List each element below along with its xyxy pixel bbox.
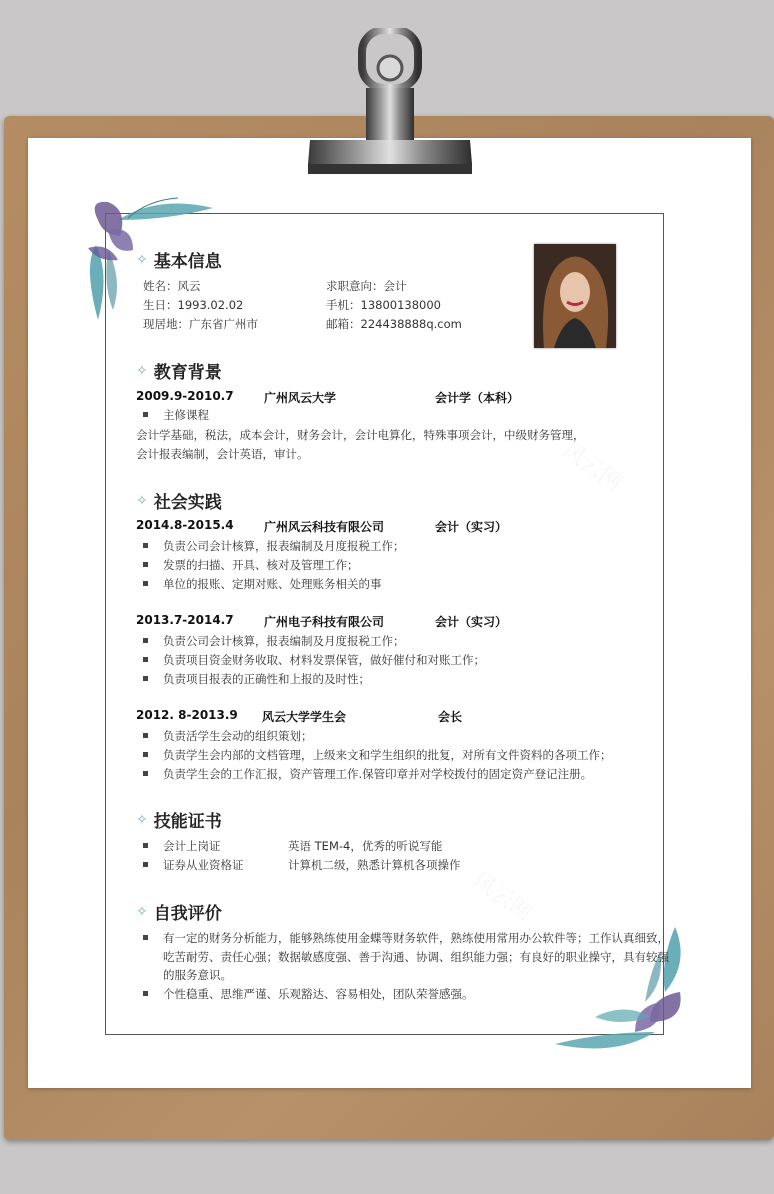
section-label: 自我评价 bbox=[153, 904, 222, 924]
star-icon: ✧ bbox=[136, 251, 148, 268]
section-title-education bbox=[136, 358, 222, 383]
practice-item: 负责学生会内部的文档管理，上级来文和学生组织的批复，对所有文件资料的各项工作； bbox=[163, 748, 612, 762]
bullet-icon bbox=[143, 543, 148, 548]
section-label: 社会实践 bbox=[153, 493, 222, 513]
practice-role: 会长 bbox=[438, 710, 463, 724]
edu-school: 广州风云大学 bbox=[264, 391, 337, 405]
practice-item: 负责公司会计核算，报表编制及月度报税工作； bbox=[163, 539, 405, 553]
practice-org: 广州电子科技有限公司 bbox=[264, 615, 385, 629]
self-eval-line: 个性稳重、思维严谨、乐观豁达、容易相处，团队荣誉感强。 bbox=[163, 987, 474, 1001]
section-title-skills bbox=[136, 807, 222, 832]
section-title-basic bbox=[136, 247, 222, 272]
practice-item: 负责项目资金财务收取、材料发票保管，做好催付和对账工作； bbox=[163, 653, 485, 667]
practice-item: 负责活学生会动的组织策划； bbox=[163, 729, 313, 743]
practice-role: 会计（实习） bbox=[435, 615, 508, 629]
basic-name: 姓名：风云 bbox=[143, 279, 201, 293]
edu-period: 2009.9-2010.7 bbox=[136, 389, 234, 403]
bullet-icon bbox=[143, 638, 148, 643]
bullet-icon bbox=[143, 657, 148, 662]
star-icon: ✧ bbox=[136, 903, 148, 920]
practice-period: 2014.8-2015.4 bbox=[136, 518, 234, 532]
edu-courses-line: 会计报表编制，会计英语，审计。 bbox=[136, 447, 309, 461]
skill-left: 会计上岗证 bbox=[163, 839, 221, 853]
self-eval-line: 吃苦耐劳、责任心强；数据敏感度强、善于沟通、协调、组织能力强；有良好的职业操守，具有较强 bbox=[163, 950, 669, 964]
practice-org: 风云大学学生会 bbox=[262, 710, 347, 724]
basic-phone: 手机：13800138000 bbox=[326, 298, 441, 312]
section-label: 基本信息 bbox=[153, 252, 222, 272]
star-icon: ✧ bbox=[136, 811, 148, 828]
edu-courses-line: 会计学基础，税法，成本会计，财务会计，会计电算化，特殊事项会计，中级财务管理， bbox=[136, 428, 585, 442]
basic-job: 求职意向：会计 bbox=[326, 279, 407, 293]
bullet-icon bbox=[143, 562, 148, 567]
practice-period: 2013.7-2014.7 bbox=[136, 613, 234, 627]
star-icon: ✧ bbox=[136, 492, 148, 509]
section-title-practice bbox=[136, 488, 222, 513]
practice-item: 负责项目报表的正确性和上报的及时性； bbox=[163, 672, 370, 686]
bullet-icon bbox=[143, 733, 148, 738]
practice-org: 广州风云科技有限公司 bbox=[264, 520, 385, 534]
self-eval-line: 有一定的财务分析能力，能够熟练使用金蝶等财务软件，熟练使用常用办公软件等；工作认真细致， bbox=[163, 931, 669, 945]
bullet-icon bbox=[143, 412, 148, 417]
bullet-icon bbox=[143, 862, 148, 867]
practice-item: 负责公司会计核算，报表编制及月度报税工作； bbox=[163, 634, 405, 648]
section-label: 教育背景 bbox=[153, 363, 222, 383]
star-icon: ✧ bbox=[136, 362, 148, 379]
practice-item: 单位的报账、定期对账、处理账务相关的事 bbox=[163, 577, 382, 591]
profile-photo bbox=[534, 244, 616, 348]
edu-major: 会计学（本科） bbox=[435, 391, 520, 405]
section-title-self bbox=[136, 899, 222, 924]
bullet-icon bbox=[143, 771, 148, 776]
skill-right: 计算机二级，熟悉计算机各项操作 bbox=[288, 858, 461, 872]
skill-left: 证券从业资格证 bbox=[163, 858, 244, 872]
practice-role: 会计（实习） bbox=[435, 520, 508, 534]
skill-right: 英语 TEM-4，优秀的听说写能 bbox=[288, 839, 443, 853]
bullet-icon bbox=[143, 676, 148, 681]
basic-residence: 现居地：广东省广州市 bbox=[143, 317, 258, 331]
bullet-icon bbox=[143, 843, 148, 848]
edu-courses-label: 主修课程 bbox=[163, 408, 209, 422]
practice-item: 负责学生会的工作汇报，资产管理工作.保管印章并对学校拨付的固定资产登记注册。 bbox=[163, 767, 593, 781]
section-label: 技能证书 bbox=[153, 812, 222, 832]
practice-period: 2012. 8-2013.9 bbox=[136, 708, 238, 722]
bullet-icon bbox=[143, 935, 148, 940]
bullet-icon bbox=[143, 752, 148, 757]
practice-item: 发票的扫描、开具、核对及管理工作； bbox=[163, 558, 359, 572]
self-eval-line: 的服务意识。 bbox=[163, 968, 232, 982]
binder-clip-icon bbox=[300, 28, 480, 178]
basic-birth: 生日：1993.02.02 bbox=[143, 298, 244, 312]
bullet-icon bbox=[143, 581, 148, 586]
bullet-icon bbox=[143, 991, 148, 996]
basic-email: 邮箱：224438888q.com bbox=[326, 317, 462, 331]
